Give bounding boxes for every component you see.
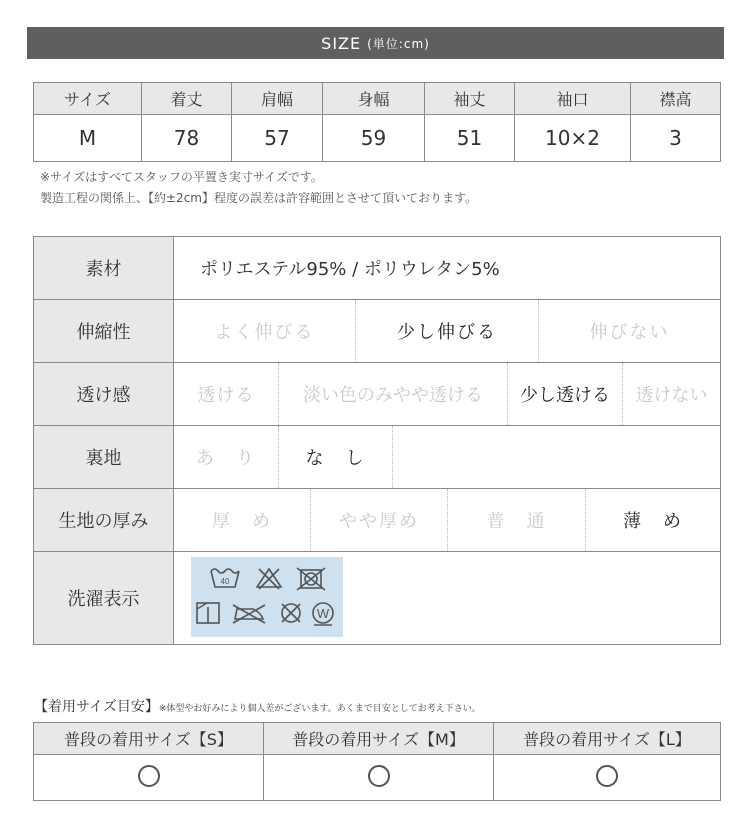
size-guide-value-cell — [34, 755, 264, 801]
size-header-cell: サイズ — [34, 83, 142, 115]
laundry-symbols — [191, 557, 343, 637]
no-bleach-icon — [257, 569, 281, 589]
size-guide-header-row — [34, 723, 721, 755]
stretch-option: 伸びない — [589, 322, 670, 343]
laundry-label: 洗濯表示 — [34, 552, 174, 644]
size-value-cell: 57 — [232, 115, 323, 162]
size-table-header-row — [34, 83, 721, 115]
thickness-option-selected: 薄 め — [623, 511, 683, 532]
stretch-option: よく伸びる — [174, 300, 356, 362]
stretch-row — [34, 299, 720, 362]
size-guide-value-cell — [494, 755, 721, 801]
thickness-option: 厚 め — [174, 489, 311, 551]
size-value-cell: 3 — [631, 115, 721, 162]
wet-clean-letter: W — [316, 606, 330, 621]
stretch-label: 伸縮性 — [34, 300, 174, 362]
lining-row — [34, 425, 720, 488]
size-value-cell: M — [34, 115, 142, 162]
size-header-cell: 袖丈 — [425, 83, 515, 115]
sheer-label: 透け感 — [34, 363, 174, 425]
material-row — [34, 237, 720, 299]
sheer-option-selected: 少し透ける — [508, 363, 623, 425]
size-table — [33, 82, 721, 162]
material-value: ポリエステル95% / ポリウレタン5% — [200, 259, 500, 280]
size-guide-note: ※体型やお好みにより個人差がございます。あくまで目安としてお考え下さい。 — [158, 704, 481, 714]
lining-label: 裏地 — [34, 426, 174, 488]
size-table-row — [34, 115, 721, 162]
size-guide-table — [33, 722, 721, 801]
size-guide-row — [34, 755, 721, 801]
size-header-cell: 襟高 — [631, 83, 721, 115]
size-header-cell: 袖口 — [515, 83, 631, 115]
no-dry-clean-icon — [282, 604, 300, 622]
size-note: ※サイズはすべてスタッフの平置き実寸サイズです。 — [40, 170, 323, 184]
stretch-option-selected: 少し伸びる — [356, 300, 539, 362]
sheer-option: 淡い色のみやや透ける — [279, 363, 508, 425]
size-header-cell: 肩幅 — [232, 83, 323, 115]
size-guide-heading: 【着用サイズ目安】 — [34, 699, 159, 715]
material-table — [33, 236, 721, 645]
recommended-mark-icon — [596, 765, 618, 787]
size-header-cell: 着丈 — [142, 83, 232, 115]
no-tumble-dry-icon — [297, 568, 325, 590]
lining-empty — [393, 426, 720, 488]
lining-option: あ り — [174, 426, 279, 488]
wet-clean-icon — [313, 603, 333, 625]
thickness-option: 普 通 — [448, 489, 586, 551]
size-header-cell: 身幅 — [323, 83, 425, 115]
size-title: SIZE — [321, 33, 362, 53]
size-guide-title — [34, 696, 481, 716]
low-iron-icon — [233, 605, 265, 623]
laundry-row — [34, 551, 720, 644]
size-unit: (単位:cm) — [367, 36, 430, 51]
size-value-cell: 10×2 — [515, 115, 631, 162]
line-dry-icon — [197, 603, 219, 623]
material-label: 素材 — [34, 237, 174, 299]
size-value-cell: 51 — [425, 115, 515, 162]
size-header-bar — [27, 27, 724, 59]
size-guide-header-cell: 普段の着用サイズ【M】 — [264, 723, 494, 755]
recommended-mark-icon — [138, 765, 160, 787]
size-tolerance-note: 製造工程の関係上、【約±2cm】程度の誤差は許容範囲とさせて頂いております。 — [40, 191, 478, 205]
size-guide-header-cell: 普段の着用サイズ【L】 — [494, 723, 721, 755]
sheer-row — [34, 362, 720, 425]
size-value-cell: 59 — [323, 115, 425, 162]
wash-temp: 40 — [220, 577, 230, 586]
thickness-row — [34, 488, 720, 551]
size-value-cell: 78 — [142, 115, 232, 162]
thickness-label: 生地の厚み — [34, 489, 174, 551]
sheer-option: 透ける — [174, 363, 279, 425]
size-guide-value-cell — [264, 755, 494, 801]
recommended-mark-icon — [368, 765, 390, 787]
sheer-option: 透けない — [635, 385, 708, 406]
wash-40-icon — [211, 569, 239, 587]
size-guide-header-cell: 普段の着用サイズ【S】 — [34, 723, 264, 755]
thickness-option: やや厚め — [311, 489, 448, 551]
lining-option-selected: な し — [279, 426, 393, 488]
